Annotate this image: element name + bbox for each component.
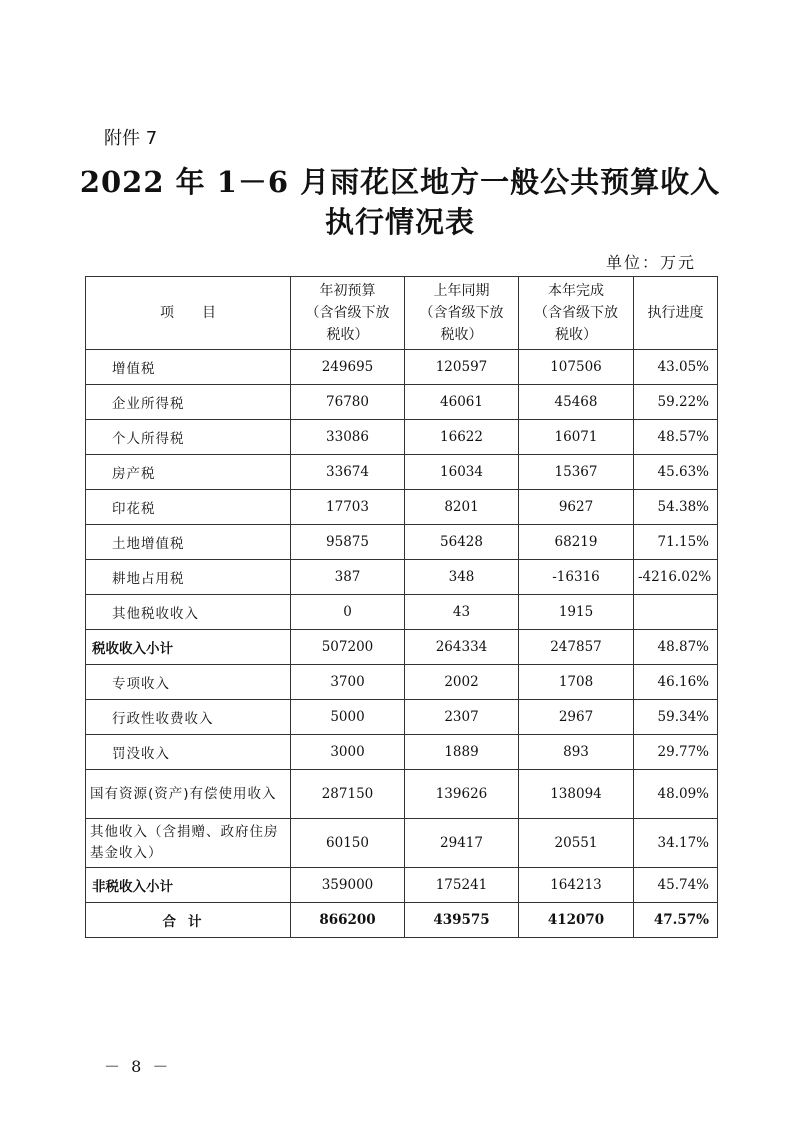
row-item: 专项收入 bbox=[86, 665, 291, 700]
row-progress: 48.57% bbox=[634, 420, 718, 455]
row-progress: 43.05% bbox=[634, 350, 718, 385]
row-budget: 359000 bbox=[291, 868, 405, 903]
row-budget: 507200 bbox=[291, 630, 405, 665]
row-last-year: 16034 bbox=[405, 455, 519, 490]
row-last-year: 56428 bbox=[405, 525, 519, 560]
row-item: 其他收入（含捐赠、政府住房基金收入） bbox=[86, 819, 291, 868]
row-item: 增值税 bbox=[86, 350, 291, 385]
table-row bbox=[86, 665, 718, 700]
table-row bbox=[86, 525, 718, 560]
document-title-line2: 执行情况表 bbox=[324, 205, 475, 239]
header-this-year bbox=[519, 277, 634, 350]
row-this-year: 45468 bbox=[519, 385, 634, 420]
row-budget: 5000 bbox=[291, 700, 405, 735]
row-progress: 34.17% bbox=[634, 819, 718, 868]
header-this-year-line: 本年完成 bbox=[548, 283, 604, 299]
table-row-subtotal bbox=[86, 868, 718, 903]
header-budget-line: （含省级下放 bbox=[305, 305, 390, 321]
table-row-subtotal bbox=[86, 630, 718, 665]
row-item: 行政性收费收入 bbox=[86, 700, 291, 735]
header-this-year-line: （含省级下放 bbox=[534, 305, 618, 321]
row-progress: -4216.02% bbox=[634, 560, 718, 595]
header-last-year bbox=[405, 277, 519, 350]
page-number: － 8 － bbox=[104, 1057, 172, 1076]
header-budget-line: 税收） bbox=[326, 327, 369, 343]
header-budget bbox=[291, 277, 405, 350]
header-last-year-line: 税收） bbox=[440, 327, 483, 343]
row-last-year: 1889 bbox=[405, 735, 519, 770]
header-this-year-line: 税收） bbox=[555, 327, 597, 343]
row-progress: 54.38% bbox=[634, 490, 718, 525]
row-item: 合计 bbox=[86, 903, 291, 938]
row-this-year: 107506 bbox=[519, 350, 634, 385]
table-row bbox=[86, 700, 718, 735]
row-progress: 45.63% bbox=[634, 455, 718, 490]
row-item: 国有资源(资产)有偿使用收入 bbox=[86, 770, 291, 819]
row-progress: 29.77% bbox=[634, 735, 718, 770]
row-progress: 48.87% bbox=[634, 630, 718, 665]
row-progress: 59.34% bbox=[634, 700, 718, 735]
row-this-year: 412070 bbox=[519, 903, 634, 938]
row-progress: 71.15% bbox=[634, 525, 718, 560]
row-this-year: 68219 bbox=[519, 525, 634, 560]
row-budget: 249695 bbox=[291, 350, 405, 385]
header-budget-line: 年初预算 bbox=[319, 283, 376, 299]
row-last-year: 439575 bbox=[405, 903, 519, 938]
row-budget: 287150 bbox=[291, 770, 405, 819]
row-last-year: 46061 bbox=[405, 385, 519, 420]
row-budget: 0 bbox=[291, 595, 405, 630]
row-this-year: 15367 bbox=[519, 455, 634, 490]
row-this-year: 16071 bbox=[519, 420, 634, 455]
row-budget: 95875 bbox=[291, 525, 405, 560]
row-this-year: 1708 bbox=[519, 665, 634, 700]
table-row-total bbox=[86, 903, 718, 938]
row-item: 房产税 bbox=[86, 455, 291, 490]
row-last-year: 16622 bbox=[405, 420, 519, 455]
row-this-year: 9627 bbox=[519, 490, 634, 525]
header-last-year-line: （含省级下放 bbox=[419, 305, 504, 321]
table-row bbox=[86, 420, 718, 455]
row-progress: 48.09% bbox=[634, 770, 718, 819]
row-item: 土地增值税 bbox=[86, 525, 291, 560]
row-item: 个人所得税 bbox=[86, 420, 291, 455]
row-budget: 17703 bbox=[291, 490, 405, 525]
row-last-year: 8201 bbox=[405, 490, 519, 525]
row-item: 其他税收收入 bbox=[86, 595, 291, 630]
table-row bbox=[86, 560, 718, 595]
header-progress: 执行进度 bbox=[634, 277, 718, 350]
unit-label: 单位：万元 bbox=[605, 253, 696, 272]
row-this-year: 247857 bbox=[519, 630, 634, 665]
row-budget: 866200 bbox=[291, 903, 405, 938]
row-item: 非税收入小计 bbox=[86, 868, 291, 903]
table-row bbox=[86, 819, 718, 868]
table-row bbox=[86, 595, 718, 630]
document-title: 2022 年 1－6 月雨花区地方一般公共预算收入 bbox=[79, 165, 721, 199]
row-progress bbox=[634, 595, 718, 630]
row-budget: 3700 bbox=[291, 665, 405, 700]
row-budget: 33674 bbox=[291, 455, 405, 490]
row-this-year: 1915 bbox=[519, 595, 634, 630]
header-item: 项 目 bbox=[86, 277, 291, 350]
row-last-year: 139626 bbox=[405, 770, 519, 819]
row-item: 税收收入小计 bbox=[86, 630, 291, 665]
table-row bbox=[86, 735, 718, 770]
table-row bbox=[86, 455, 718, 490]
row-this-year: 2967 bbox=[519, 700, 634, 735]
row-last-year: 264334 bbox=[405, 630, 519, 665]
row-budget: 3000 bbox=[291, 735, 405, 770]
row-item: 耕地占用税 bbox=[86, 560, 291, 595]
row-budget: 33086 bbox=[291, 420, 405, 455]
row-item: 罚没收入 bbox=[86, 735, 291, 770]
header-last-year-line: 上年同期 bbox=[433, 283, 490, 299]
row-budget: 387 bbox=[291, 560, 405, 595]
row-item: 印花税 bbox=[86, 490, 291, 525]
table-row bbox=[86, 490, 718, 525]
row-progress: 46.16% bbox=[634, 665, 718, 700]
row-this-year: 138094 bbox=[519, 770, 634, 819]
table-row bbox=[86, 385, 718, 420]
row-this-year: 164213 bbox=[519, 868, 634, 903]
table-row bbox=[86, 350, 718, 385]
row-budget: 76780 bbox=[291, 385, 405, 420]
row-last-year: 29417 bbox=[405, 819, 519, 868]
row-budget: 60150 bbox=[291, 819, 405, 868]
row-last-year: 175241 bbox=[405, 868, 519, 903]
budget-table bbox=[85, 276, 718, 938]
row-last-year: 2307 bbox=[405, 700, 519, 735]
row-last-year: 2002 bbox=[405, 665, 519, 700]
row-this-year: 893 bbox=[519, 735, 634, 770]
table-row bbox=[86, 770, 718, 819]
row-progress: 45.74% bbox=[634, 868, 718, 903]
row-progress: 59.22% bbox=[634, 385, 718, 420]
row-last-year: 43 bbox=[405, 595, 519, 630]
row-item: 企业所得税 bbox=[86, 385, 291, 420]
table-header-row bbox=[86, 277, 718, 350]
row-last-year: 120597 bbox=[405, 350, 519, 385]
row-this-year: 20551 bbox=[519, 819, 634, 868]
row-last-year: 348 bbox=[405, 560, 519, 595]
row-progress: 47.57% bbox=[634, 903, 718, 938]
attachment-label: 附件 7 bbox=[104, 128, 158, 149]
row-this-year: -16316 bbox=[519, 560, 634, 595]
